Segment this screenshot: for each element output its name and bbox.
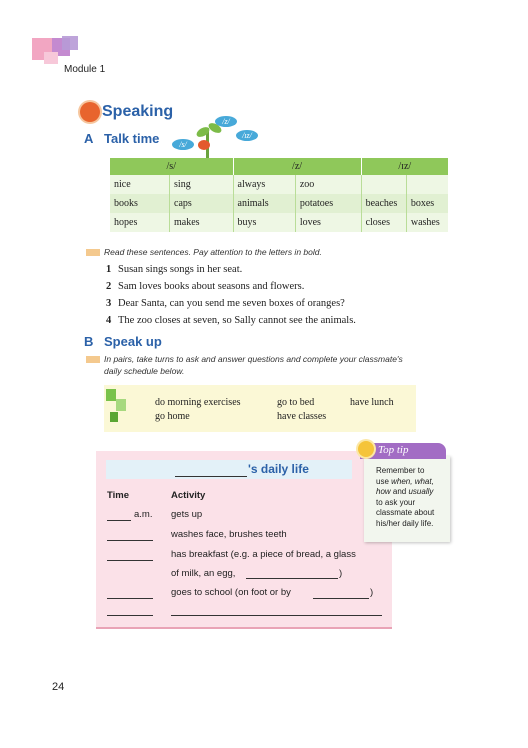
table-header: /z/	[233, 158, 361, 175]
daily-life-title: 's daily life	[248, 462, 309, 476]
section-b-letter: B	[84, 334, 94, 349]
phrase-item: have lunch	[350, 397, 394, 408]
table-cell: sing	[170, 175, 234, 194]
instruction-text: Read these sentences. Pay attention to the letters in bold.	[104, 247, 322, 257]
table-cell	[406, 175, 448, 194]
snail-icon	[198, 140, 210, 150]
activity-text: of milk, an egg,	[171, 568, 236, 579]
am-label: a.m.	[134, 509, 153, 520]
top-tip-text	[376, 466, 448, 529]
table-cell: washes	[406, 213, 448, 232]
sentence-item	[106, 281, 304, 292]
tip-fragment: and	[390, 487, 409, 496]
section-a-title: Talk time	[104, 131, 160, 146]
instruction-text: daily schedule below.	[104, 366, 185, 376]
table-cell: loves	[295, 213, 361, 232]
food-blank[interactable]	[246, 578, 338, 579]
table-row	[110, 175, 448, 194]
instruction-marker	[86, 249, 100, 256]
sentence-text: Susan sings songs in her seat.	[118, 264, 243, 275]
section-a-letter: A	[84, 131, 94, 146]
decor-square	[110, 412, 118, 422]
activity-text: gets up	[171, 509, 203, 520]
tip-line: his/her daily life.	[376, 518, 434, 528]
phonetic-bubble: /s/	[172, 139, 194, 150]
time-blank[interactable]	[107, 540, 153, 541]
page-number: 24	[52, 681, 65, 693]
table-cell: makes	[170, 213, 234, 232]
tip-line: to ask your	[376, 497, 416, 507]
module-label: Module 1	[64, 64, 106, 75]
table-header: /ɪz/	[361, 158, 448, 175]
top-tip-label: Top tip	[378, 444, 409, 456]
activity-column-header: Activity	[171, 490, 206, 501]
phonetic-bubble: /ɪz/	[236, 130, 258, 141]
tip-emphasis: usually	[408, 487, 434, 496]
name-blank[interactable]	[175, 476, 247, 477]
close-paren: )	[339, 568, 343, 579]
tip-line	[376, 487, 448, 498]
phrase-item: have classes	[277, 411, 327, 422]
time-blank[interactable]	[107, 598, 153, 599]
time-blank[interactable]	[107, 560, 153, 561]
phrase-box	[104, 385, 416, 432]
section-b-title: Speak up	[104, 334, 162, 349]
tip-line	[376, 477, 448, 488]
phonetic-bubble: /z/	[215, 116, 237, 127]
time-blank[interactable]	[107, 615, 153, 616]
sentence-item	[106, 315, 356, 326]
table-cell: always	[233, 175, 295, 194]
sentence-number: 3	[106, 298, 112, 309]
decor-square	[116, 399, 126, 411]
instruction-marker	[86, 356, 100, 363]
instruction-text: In pairs, take turns to ask and answer questions and complete your classmate's	[104, 354, 403, 364]
sentence-text: Sam loves books about seasons and flowers.	[118, 281, 305, 292]
table-cell: closes	[361, 213, 406, 232]
table-cell: animals	[233, 194, 295, 213]
table-cell: caps	[170, 194, 234, 213]
module-decor-square	[62, 36, 78, 50]
table-cell: potatoes	[295, 194, 361, 213]
table-cell: zoo	[295, 175, 361, 194]
activity-blank[interactable]	[171, 615, 382, 616]
tip-line: Remember to	[376, 466, 425, 475]
phrase-item: go to bed	[277, 397, 315, 408]
decor-square	[106, 389, 116, 401]
activity-text: goes to school (on foot or by	[171, 587, 291, 598]
table-cell	[361, 175, 406, 194]
phrase-item: go home	[155, 411, 190, 422]
speaking-title: Speaking	[102, 103, 174, 120]
table-cell: beaches	[361, 194, 406, 213]
sentence-item	[106, 298, 345, 309]
tip-emphasis: when, what,	[391, 476, 434, 486]
time-column-header: Time	[107, 490, 130, 501]
activity-text: washes face, brushes teeth	[171, 529, 287, 540]
close-paren: )	[370, 587, 374, 598]
table-header: /s/	[110, 158, 233, 175]
sound-table	[110, 158, 448, 232]
sentence-text: Dear Santa, can you send me seven boxes of oranges?	[118, 298, 345, 309]
tip-fragment: use	[376, 476, 392, 486]
sentence-number: 1	[106, 264, 112, 275]
sentence-text: The zoo closes at seven, so Sally cannot see the animals.	[118, 315, 356, 326]
table-cell: boxes	[406, 194, 448, 213]
time-blank[interactable]	[107, 520, 131, 521]
table-row	[110, 213, 448, 232]
activity-text: has breakfast (e.g. a piece of bread, a glass	[171, 549, 356, 560]
lightbulb-icon	[358, 441, 374, 457]
table-cell: buys	[233, 213, 295, 232]
tip-emphasis: how	[376, 487, 391, 496]
table-row	[110, 194, 448, 213]
table-cell: books	[110, 194, 170, 213]
table-cell: hopes	[110, 213, 170, 232]
transport-blank[interactable]	[313, 598, 369, 599]
table-cell: nice	[110, 175, 170, 194]
module-decor-square	[44, 52, 58, 64]
phrase-item: do morning exercises	[155, 397, 241, 408]
speaking-icon	[80, 102, 100, 122]
sentence-number: 4	[106, 315, 112, 326]
sentence-number: 2	[106, 281, 112, 292]
tip-line: classmate about	[376, 508, 435, 517]
sentence-item	[106, 264, 242, 275]
